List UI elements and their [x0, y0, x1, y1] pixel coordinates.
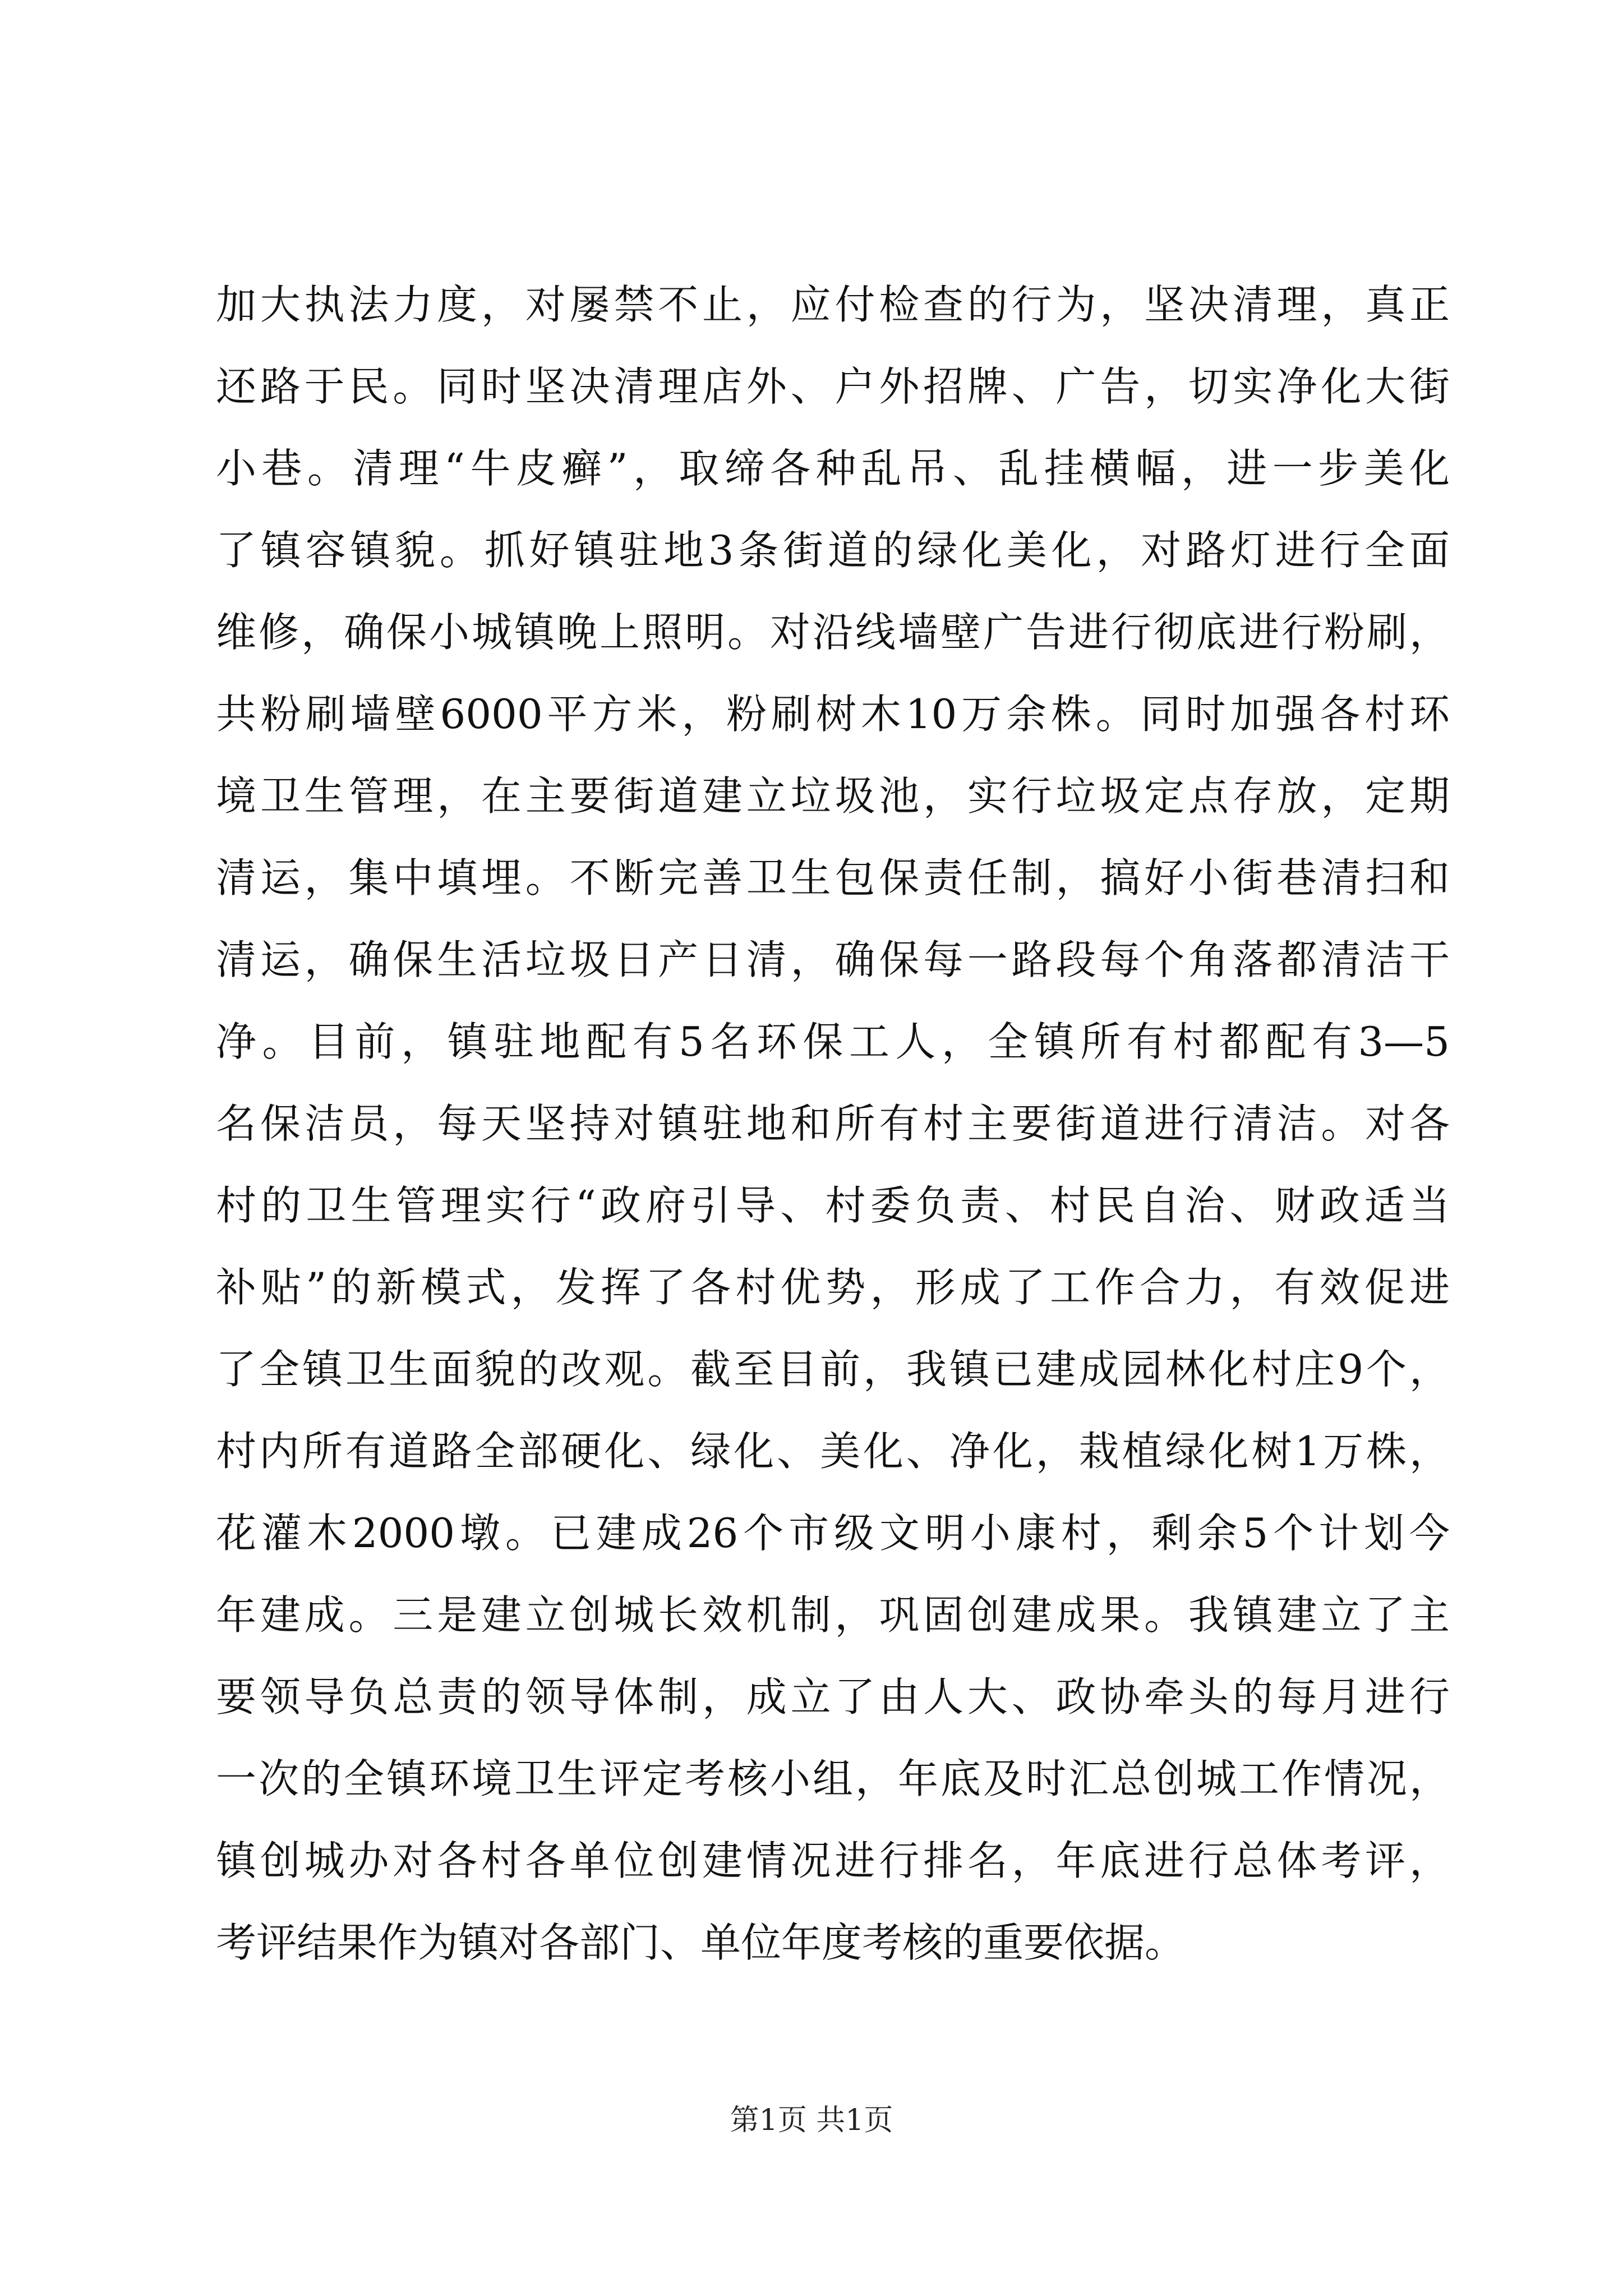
body-text — [216, 264, 1450, 1984]
text-line: 还路于民。同时坚决清理店外、户外招牌、广告，切实净化大街 — [216, 363, 1450, 410]
text-line: 加大执法力度，对屡禁不止，应付检查的行为，坚决清理，真正 — [216, 281, 1450, 328]
text-line: 一次的全镇环境卫生评定考核小组，年底及时汇总创城工作情况， — [216, 1755, 1450, 1802]
text-line: 清运，集中填埋。不断完善卫生包保责任制，搞好小街巷清扫和 — [216, 854, 1450, 901]
text-line: 要领导负总责的领导体制，成立了由人大、政协牵头的每月进行 — [216, 1673, 1450, 1720]
text-line: 补贴”的新模式，发挥了各村优势，形成了工作合力，有效促进 — [216, 1264, 1450, 1311]
page-number: 第1页 共1页 — [730, 2104, 893, 2137]
text-line: 小巷。清理“牛皮癣”，取缔各种乱吊、乱挂横幅，进一步美化 — [216, 445, 1450, 492]
text-line: 境卫生管理，在主要街道建立垃圾池，实行垃圾定点存放，定期 — [216, 772, 1450, 820]
text-line: 年建成。三是建立创城长效机制，巩固创建成果。我镇建立了主 — [216, 1591, 1450, 1639]
page-footer — [0, 2101, 1623, 2140]
text-line: 花灌木2000墩。已建成26个市级文明小康村，剩余5个计划今 — [216, 1510, 1450, 1557]
text-line: 了全镇卫生面貌的改观。截至目前，我镇已建成园林化村庄9个， — [216, 1346, 1450, 1393]
text-line: 了镇容镇貌。抓好镇驻地3条街道的绿化美化，对路灯进行全面 — [216, 527, 1450, 574]
text-line: 镇创城办对各村各单位创建情况进行排名，年底进行总体考评， — [216, 1837, 1450, 1884]
text-line: 共粉刷墙壁6000平方米，粉刷树木10万余株。同时加强各村环 — [216, 691, 1450, 738]
text-line: 村的卫生管理实行“政府引导、村委负责、村民自治、财政适当 — [216, 1182, 1450, 1229]
text-line: 维修，确保小城镇晚上照明。对沿线墙壁广告进行彻底进行粉刷， — [216, 609, 1450, 656]
text-line: 净。目前，镇驻地配有5名环保工人，全镇所有村都配有3—5 — [216, 1018, 1450, 1065]
text-line: 清运，确保生活垃圾日产日清，确保每一路段每个角落都清洁干 — [216, 936, 1450, 983]
text-line: 村内所有道路全部硬化、绿化、美化、净化，栽植绿化树1万株， — [216, 1428, 1450, 1475]
text-line: 考评结果作为镇对各部门、单位年度考核的重要依据。 — [216, 1919, 1186, 1966]
text-line: 名保洁员，每天坚持对镇驻地和所有村主要街道进行清洁。对各 — [216, 1100, 1450, 1147]
